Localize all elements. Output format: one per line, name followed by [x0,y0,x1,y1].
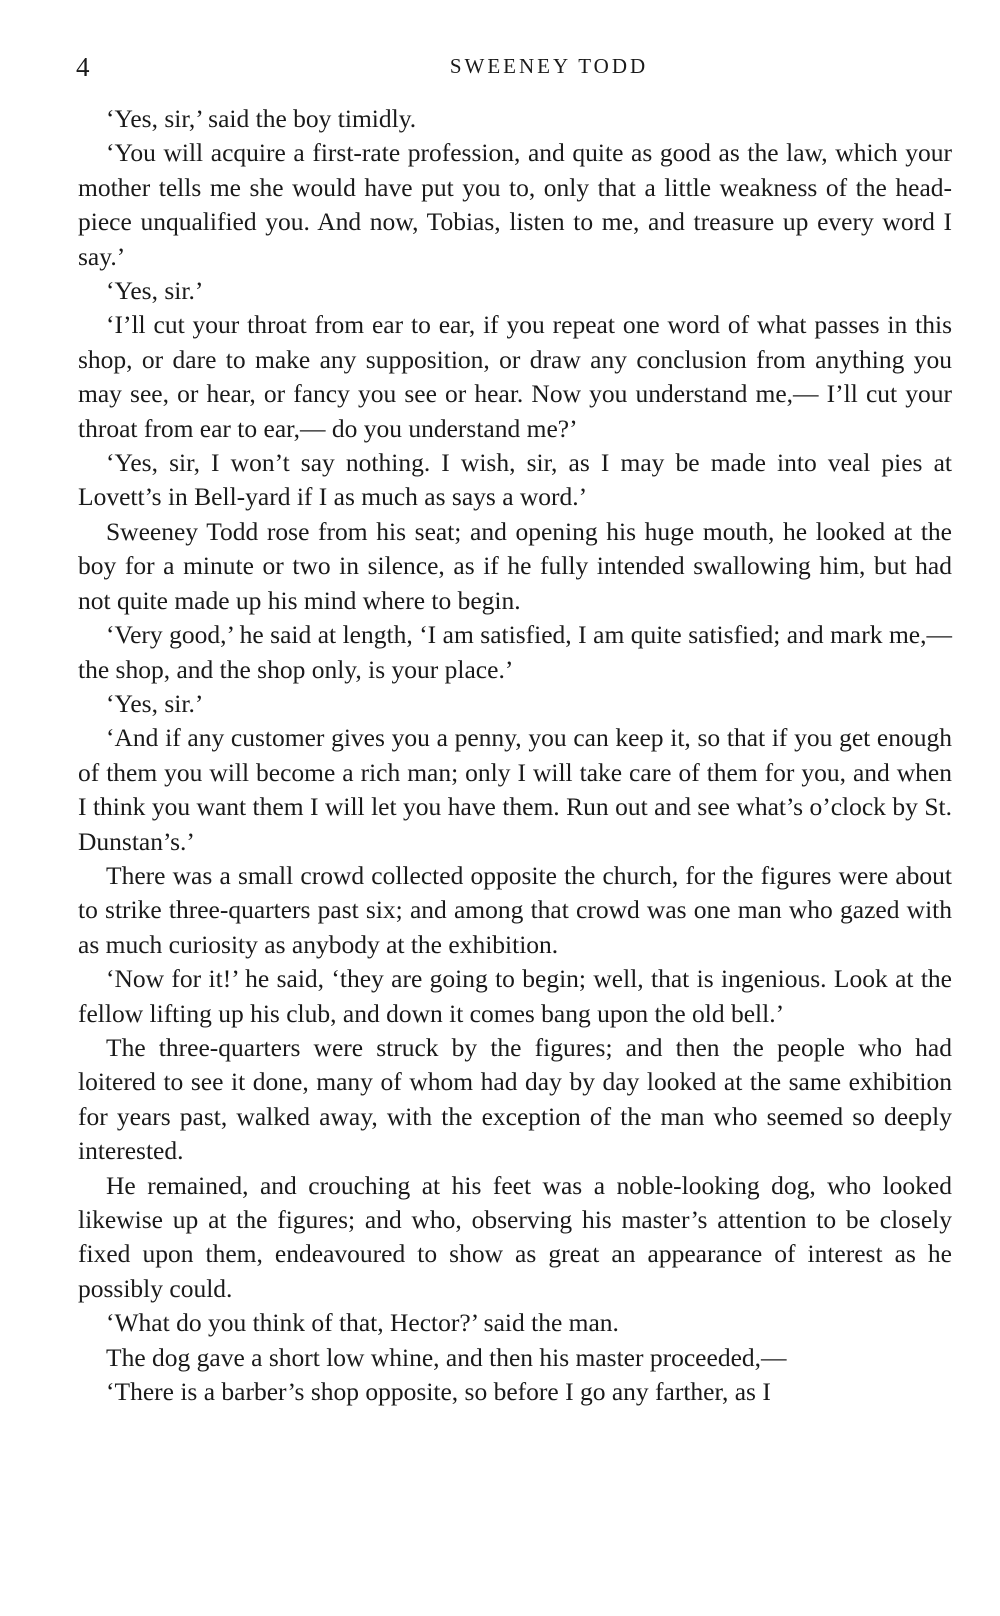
page-number: 4 [76,52,90,82]
paragraph: ‘And if any customer gives you a penny, you can keep it, so that if you get enough of them you will become a rich man; only I will take care of them for you, and when I think you want them I will let you have them. Run out and see what’s o’clock by St. Dunstan’s.’ [78,723,952,856]
paragraph: The three-quarters were struck by the figures; and then the people who had loitered to see it done, many of whom had day by day looked at the same exhibition for years past, walked away, with the exception of the man who seemed so deeply interested. [78,1032,952,1166]
paragraph: ‘I’ll cut your throat from ear to ear, if you repeat one word of what passes in this shop, or dare to make any supposition, or draw any conclusion from anything you may see, or hear, or fancy you see or hear. Now you understand me,— I’ll cut your throat from ear to ear,— do you understand me?’ [78,310,952,443]
paragraph: ‘Yes, sir,’ said the boy timidly. [106,104,417,133]
paragraph: ‘What do you think of that, Hector?’ said the man. [106,1308,619,1338]
paragraph: ‘Yes, sir, I won’t say nothing. I wish, sir, as I may be made into veal pies at Lovett’s in Bell-yard if I as much as says a word.’ [78,448,952,512]
paragraph: There was a small crowd collected opposite the church, for the figures were about to strike three-quarters past six; and among that crowd was one man who gazed with as much curiosity as anybody at the exhibition. [78,860,952,959]
paragraph: The dog gave a short low whine, and then his master proceeded,— [106,1342,787,1372]
body-text [78,102,952,1409]
paragraph: ‘Yes, sir.’ [106,276,204,306]
running-title: SWEENEY TODD [449,54,649,78]
paragraph: ‘Very good,’ he said at length, ‘I am satisfied, I am quite satisfied; and mark me,— the shop, and the shop only, is your place.’ [78,620,952,684]
running-head [76,52,952,92]
paragraph: He remained, and crouching at his feet was a noble-looking dog, who looked likewise up at the figures; and who, observing his master’s attention to be closely fixed upon them, endeavoured to show as great an appearance of interest as he possibly could. [78,1170,952,1303]
paragraph: ‘There is a barber’s shop opposite, so before I go any farther, as I [106,1377,771,1407]
paragraph: ‘You will acquire a first-rate profession, and quite as good as the law, which your mother tells me she would have put you to, only that a little weakness of the head-piece unqualified you. And now, Tobias, listen to me, and treasure up every word I say.’ [78,138,952,271]
paragraph: Sweeney Todd rose from his seat; and opening his huge mouth, he looked at the boy for a minute or two in silence, as if he fully intended swallowing him, but had not quite made up his mind where to begin. [78,516,952,615]
paragraph: ‘Now for it!’ he said, ‘they are going to begin; well, that is ingenious. Look at the fellow lifting up his club, and down it comes bang upon the old bell.’ [78,964,952,1028]
paragraph: ‘Yes, sir.’ [106,688,204,718]
